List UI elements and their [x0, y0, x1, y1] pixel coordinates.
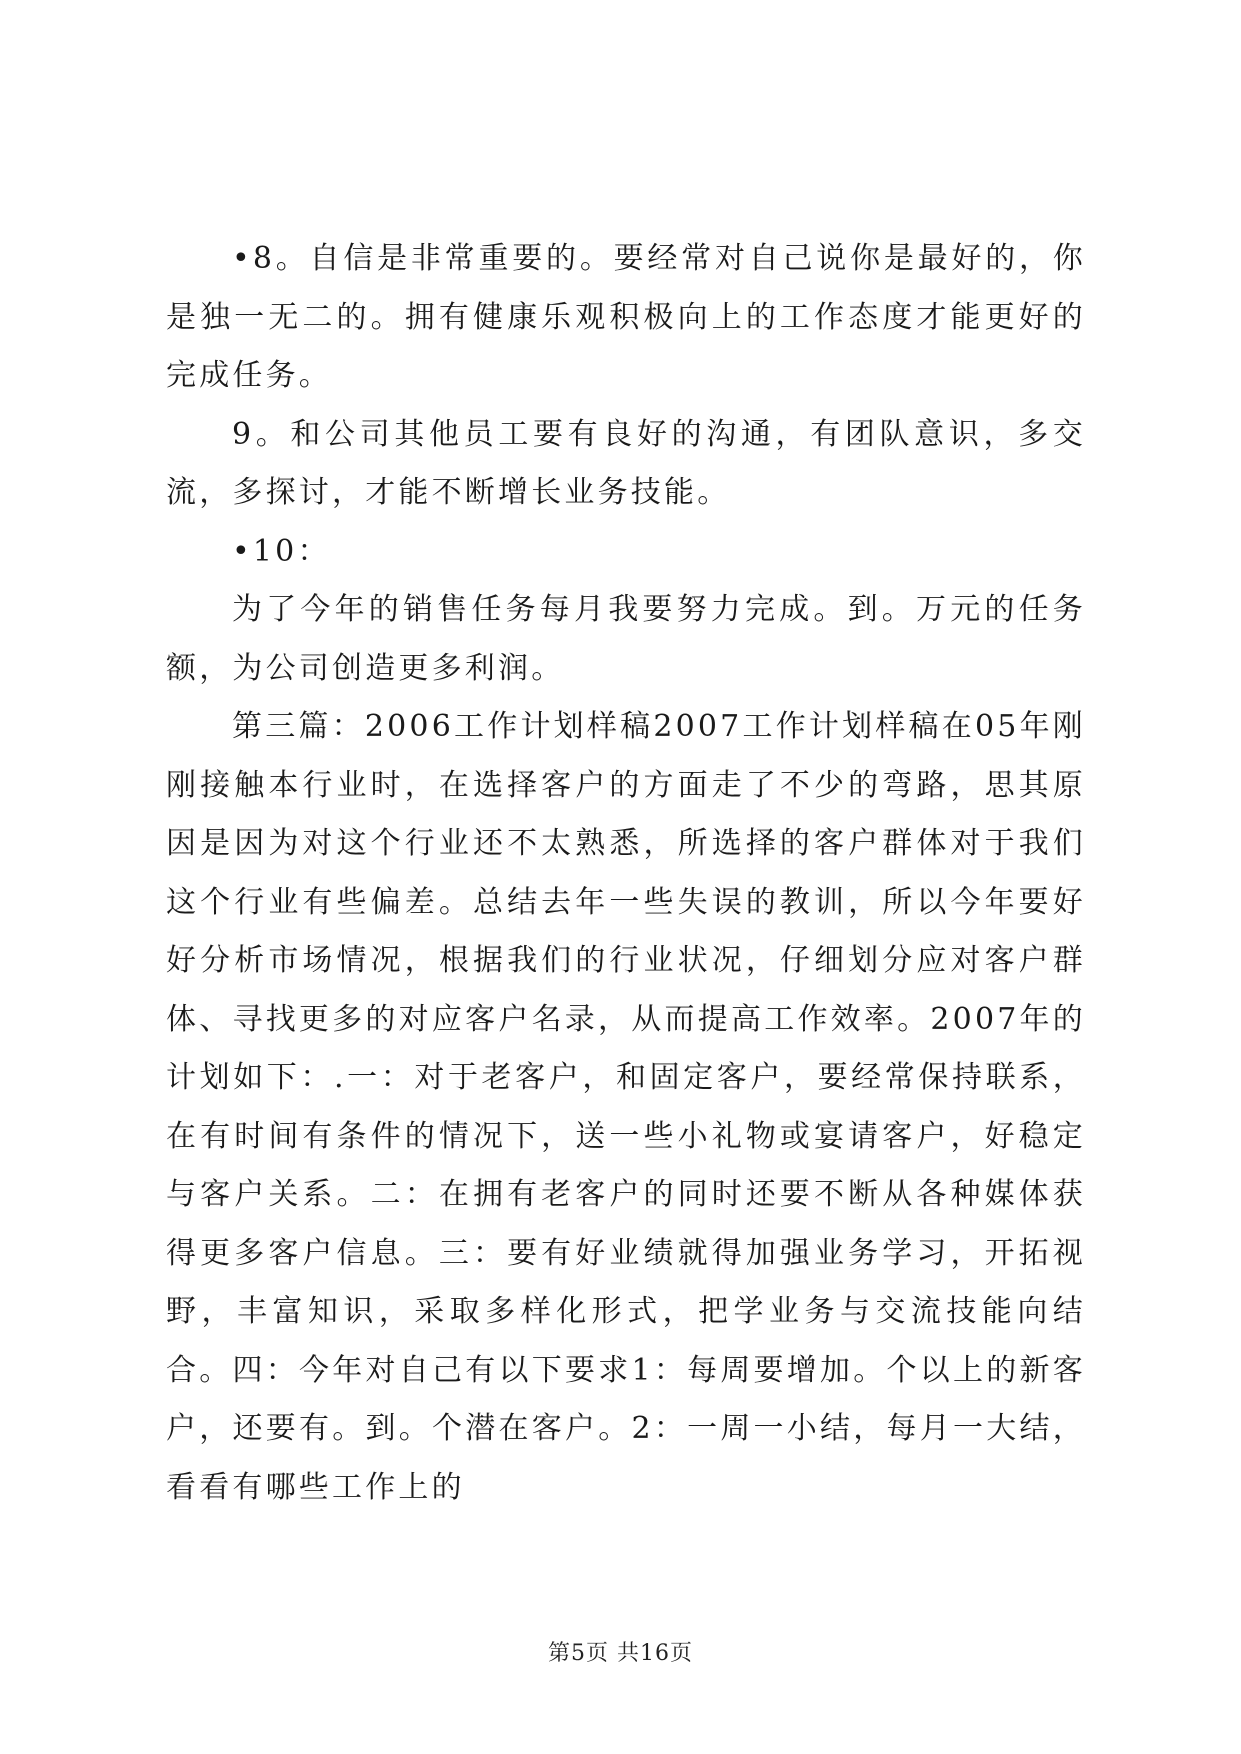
document-body	[166, 230, 1086, 1517]
paragraph-9-communication: 9。和公司其他员工要有良好的沟通，有团队意识，多交流，多探讨，才能不断增长业务技能。	[166, 416, 1086, 510]
paragraph-10-heading: •10：	[232, 533, 331, 569]
page-footer: 第5页 共16页	[548, 1641, 693, 1666]
paragraph-8-confidence: •8。自信是非常重要的。要经常对自己说你是最好的，你是独一无二的。拥有健康乐观积极向上的工作态度才能更好的完成任务。	[166, 241, 1086, 393]
paragraph-part-three: 第三篇：2006工作计划样稿2007工作计划样稿在05年刚刚接触本行业时，在选择客户的方面走了不少的弯路，思其原因是因为对这个行业还不太熟悉，所选择的客户群体对于我们这个行业有些偏差。总结去年一些失误的教训，所以今年要好好分析市场情况，根据我们的行业状况，仔细划分应对客户群体、寻找更多的对应客户名录，从而提高工作效率。2007年的计划如下：.一：对于老客户，和固定客户，要经常保持联系，在有时间有条件的情况下，送一些小礼物或宴请客户，好稳定与客户关系。二：在拥有老客户的同时还要不断从各种媒体获得更多客户信息。三：要有好业绩就得加强业务学习，开拓视野，丰富知识，采取多样化形式，把学业务与交流技能向结合。四：今年对自己有以下要求1：每周要增加。个以上的新客户，还要有。到。个潜在客户。2：一周一小结，每月一大结，看看有哪些工作上的	[166, 709, 1086, 1505]
paragraph-sales-target: 为了今年的销售任务每月我要努力完成。到。万元的任务额，为公司创造更多利润。	[166, 592, 1086, 686]
